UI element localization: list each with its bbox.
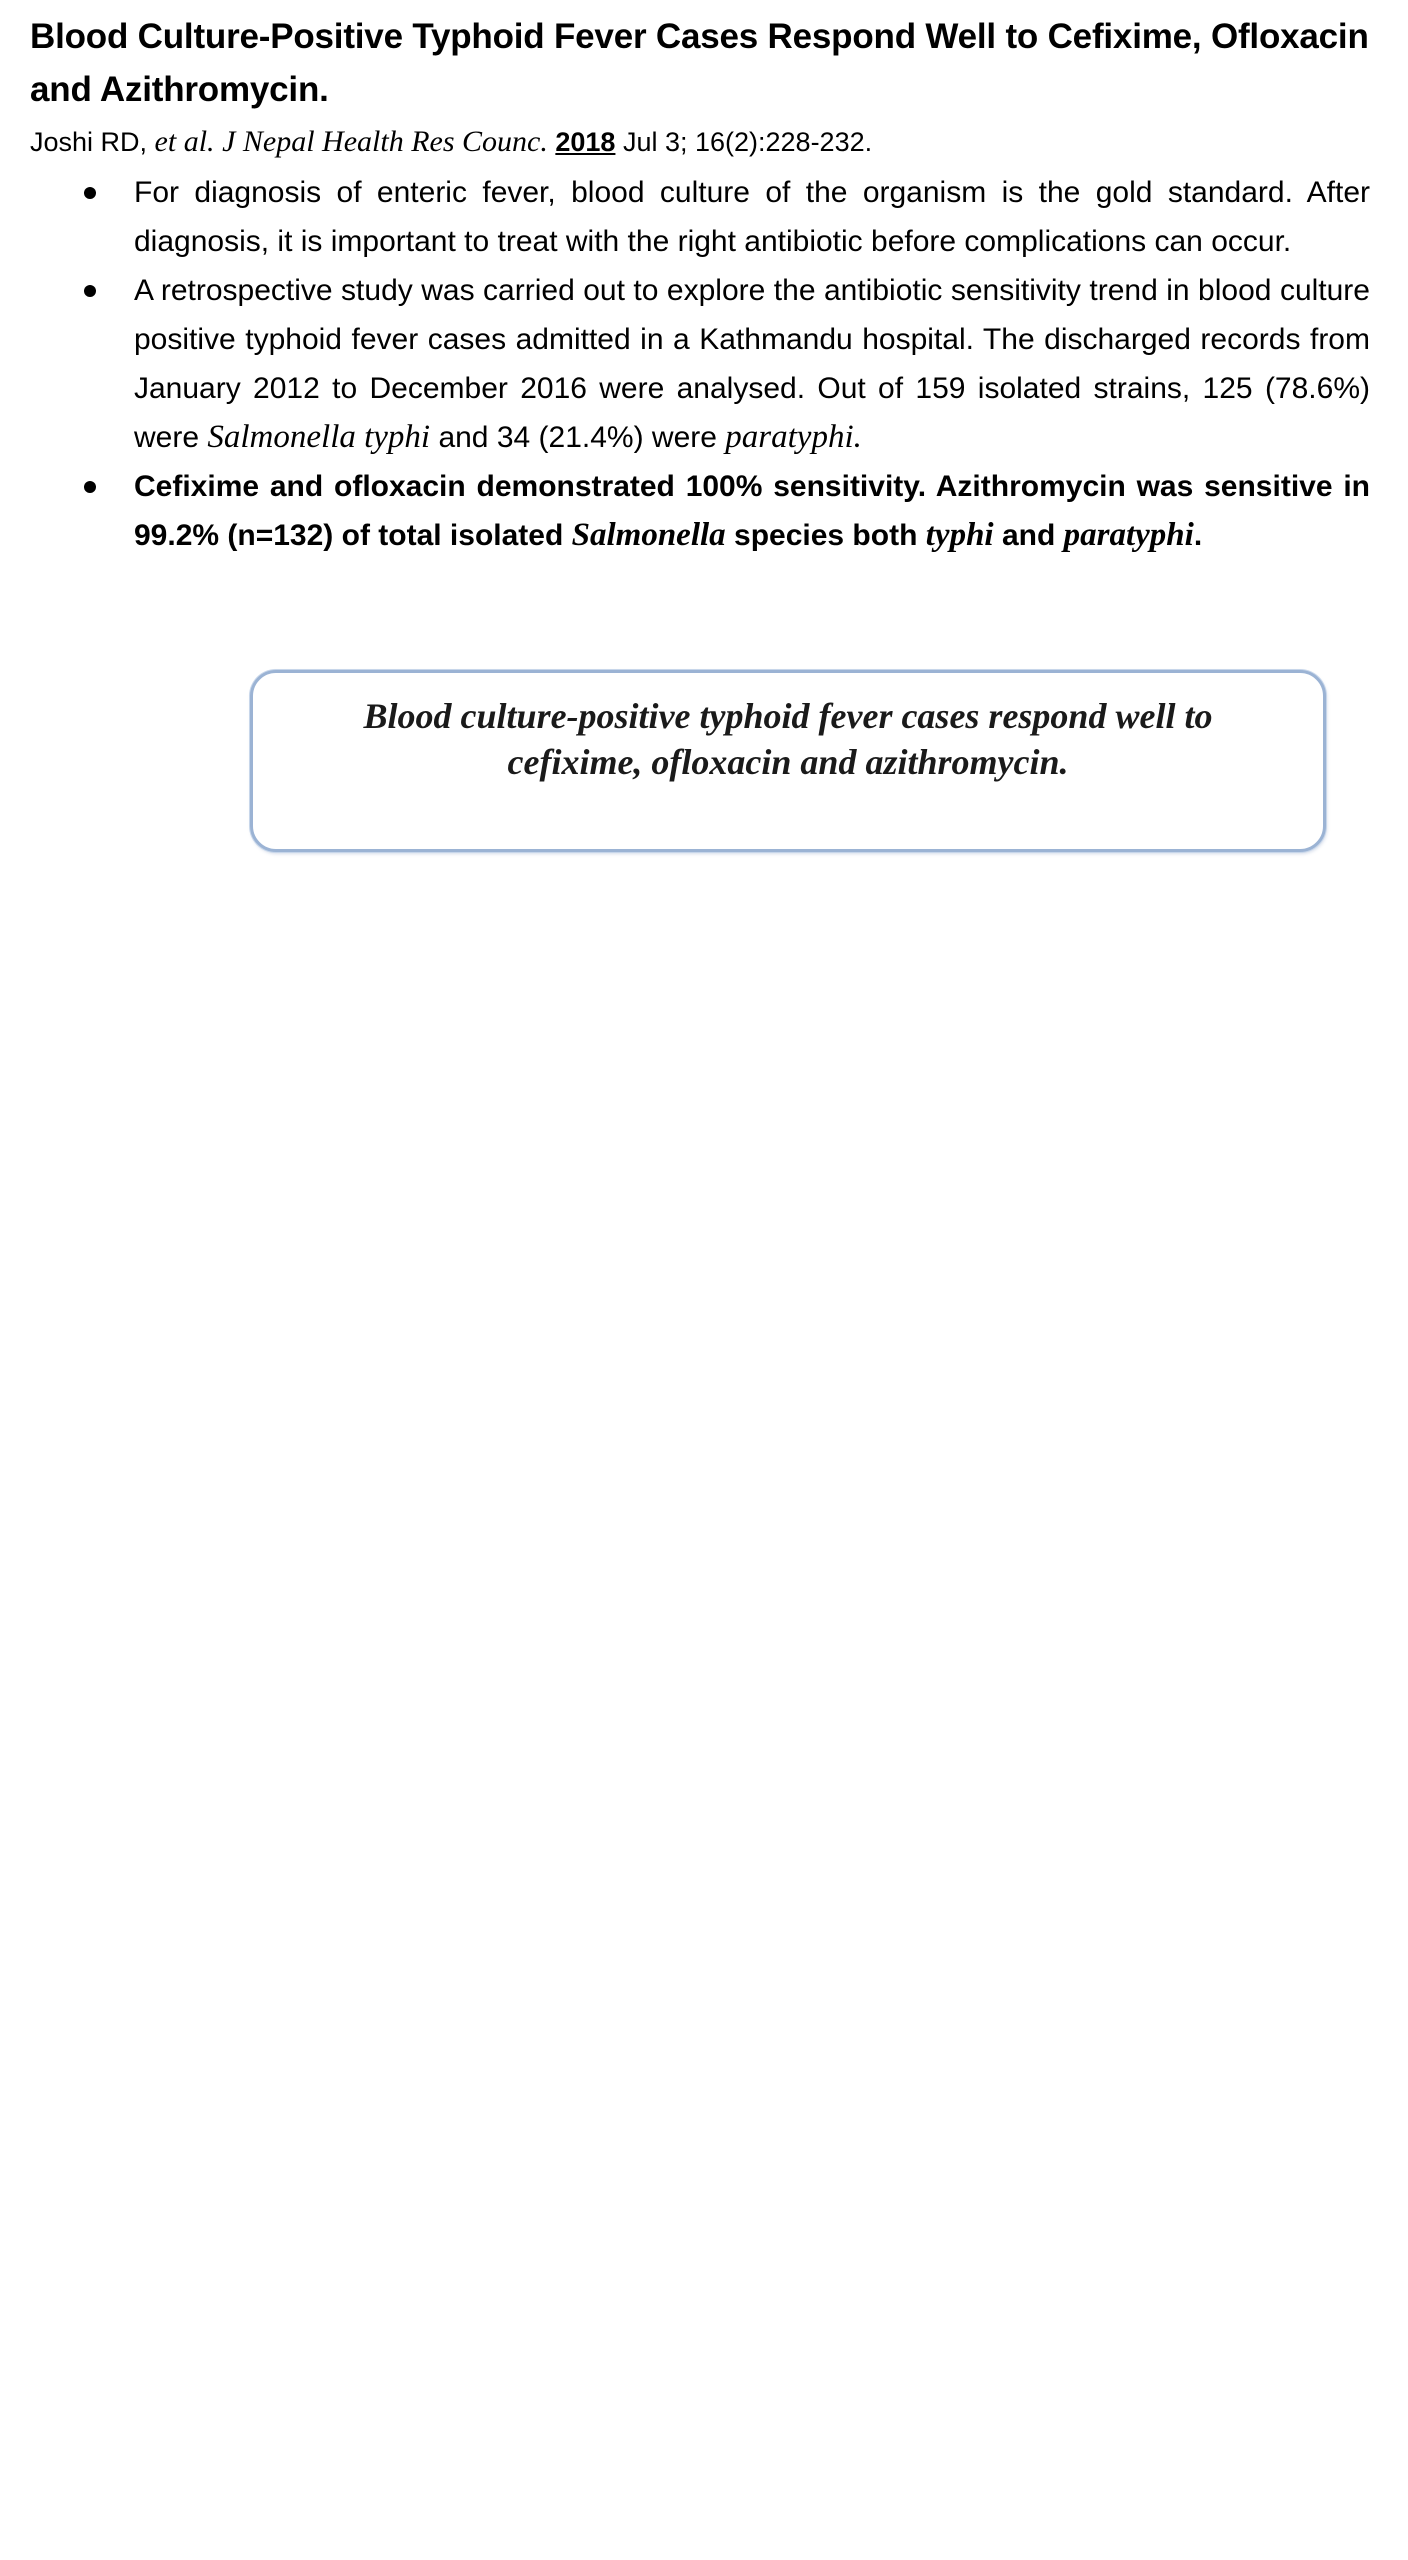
bullet-text: species both (734, 519, 918, 552)
conclusion-line-2: cefixime, ofloxacin and azithromycin. (507, 742, 1069, 782)
bullet-text: and (1001, 519, 1056, 552)
bullet-icon (84, 187, 96, 199)
bullet-item-results (0, 462, 1408, 560)
bullet-icon (84, 285, 96, 297)
bullet-period: . (853, 419, 862, 455)
summary-bullet-list (0, 168, 1408, 560)
citation-authors: Joshi RD, (30, 127, 148, 157)
bullet-text: and 34 (21.4%) were (438, 421, 717, 454)
citation-details: Jul 3; 16(2):228-232. (622, 127, 873, 157)
citation-journal: J Nepal Health Res Counc. (222, 125, 548, 158)
species-name: Salmonella (571, 517, 726, 553)
species-name: typhi (925, 517, 994, 553)
species-name: paratyphi (725, 419, 854, 455)
bullet-icon (84, 481, 96, 493)
bullet-text: A retrospective study was carried out to explore the antibiotic sensitivity trend in blood culture positive typhoid fever cases admitted in a Kathmandu hospital. The discharged records from January 2012 to December 2016 were analysed. Out of 159 isolated strains, 125 (78.6%) were (134, 274, 1370, 454)
conclusion-text (253, 693, 1323, 785)
article-title: Blood Culture-Positive Typhoid Fever Cases Respond Well to Cefixime, Ofloxacin and Azithromycin. (30, 17, 1369, 109)
bullet-period: . (1193, 519, 1203, 552)
citation-year: 2018 (555, 127, 616, 157)
conclusion-callout-box (250, 670, 1326, 852)
species-name: Salmonella typhi (207, 419, 431, 455)
bullet-text: Cefixime and ofloxacin demonstrated 100% sensitivity. Azithromycin was sensitive in 99.2% (n=132) of total isolated (134, 470, 1370, 552)
citation: Joshi RD, et al. J Nepal Health Res Counc. 2018 Jul 3; 16(2):228-232. (30, 125, 873, 158)
citation-et-al: et al (154, 125, 208, 158)
conclusion-line-1: Blood culture-positive typhoid fever cases respond well to (363, 696, 1213, 736)
species-name: paratyphi (1063, 517, 1194, 553)
bullet-item-study (0, 266, 1408, 462)
bullet-text: For diagnosis of enteric fever, blood culture of the organism is the gold standard. After diagnosis, it is important to treat with the right antibiotic before complications can occur. (134, 176, 1370, 258)
bullet-item-diagnosis (0, 168, 1408, 266)
